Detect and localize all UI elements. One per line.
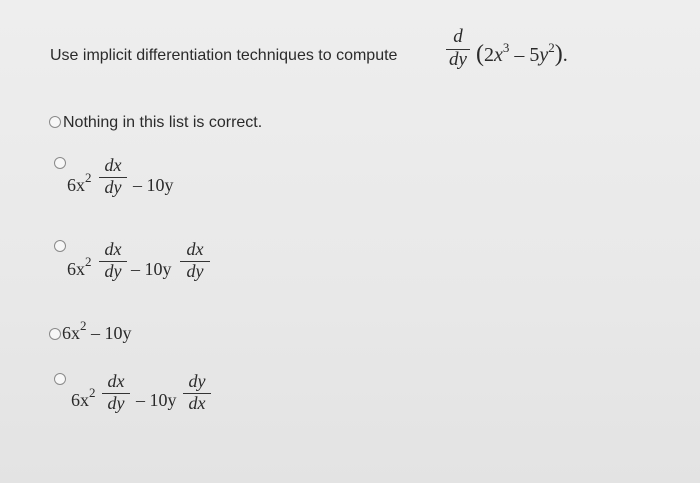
option3-frac2-den: dy [186,261,204,281]
expression-term-a-exp: 3 [502,40,510,55]
option5-coef-text: 6x [71,390,89,410]
option5-radio[interactable] [54,373,66,385]
question-expression [476,41,568,68]
option3-frac2-num: dx [186,239,204,259]
option2-tail: – 10y [133,175,174,195]
option2-coef-text: 6x [67,175,85,195]
option3-coefficient[interactable] [67,254,92,280]
option2-exponent: 2 [85,170,92,185]
option3-fraction-1 [99,239,127,282]
option2-frac-num: dx [104,155,122,175]
option4-radio[interactable] [49,328,61,340]
option5-frac2-num: dy [188,371,206,391]
option3-coef-text: 6x [67,259,85,279]
option5-frac2-den: dx [188,393,206,413]
option5-fraction-2 [183,371,211,414]
option2-radio[interactable] [54,157,66,169]
option5-middle: – 10y [136,390,177,410]
option5-frac1-den: dy [107,393,125,413]
option3-exponent: 2 [85,254,92,269]
option3-middle: – 10y [131,259,172,279]
option5-exponent: 2 [89,385,96,400]
option3-frac1-num: dx [104,239,122,259]
option4-exponent: 2 [80,318,87,333]
option5-fraction-1 [102,371,130,414]
option5-frac1-num: dx [107,371,125,391]
option2-coefficient[interactable] [67,170,92,196]
option4-coef-text: 6x [62,323,80,343]
option4-tail: – 10y [91,323,132,343]
question-derivative-operator [446,26,470,71]
expression-open-paren: ( [476,41,484,67]
option2-frac-den: dy [104,177,122,197]
option3-fraction-2 [180,239,210,282]
question-period: . [562,44,568,66]
option2-fraction [99,155,127,198]
expression-term-b-coef: 5 [529,44,540,66]
expression-term-a-var: x [494,44,503,66]
option5-coefficient[interactable] [71,385,96,411]
option1-label[interactable]: Nothing in this list is correct. [63,114,263,131]
expression-close-paren: ) [554,41,563,67]
option3-radio[interactable] [54,240,66,252]
expression-minus: – [514,44,525,66]
expression-term-a-coef: 2 [484,44,494,66]
operator-numerator: d [453,26,463,47]
option1-radio[interactable] [49,116,61,128]
expression-term-b-var: y [539,44,549,66]
option4-expression[interactable] [62,318,132,344]
operator-denominator: dy [449,49,467,70]
expression-term-b-exp: 2 [548,40,555,55]
question-prompt: Use implicit differentiation techniques to compute [50,47,398,64]
option3-frac1-den: dy [104,261,122,281]
